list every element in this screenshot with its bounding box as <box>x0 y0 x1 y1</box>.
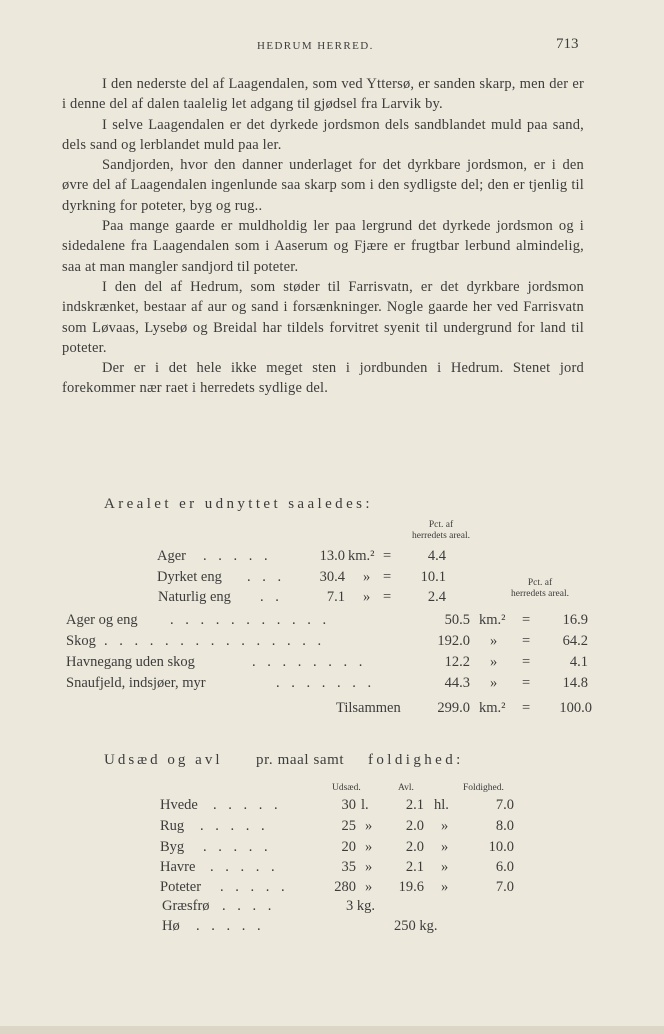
row-udsaed: 35 <box>341 859 356 875</box>
row-avl: 19.6 <box>398 879 424 895</box>
row-label: Hvede <box>160 797 198 813</box>
row-label: Rug <box>160 818 185 834</box>
areal-col-header-2 <box>500 578 580 600</box>
page-edge <box>0 1026 664 1034</box>
row-unit: km.² <box>479 612 506 628</box>
row-dots: . . <box>260 589 283 605</box>
row-pct: 2.4 <box>427 589 446 605</box>
row-pct: 16.9 <box>562 612 588 628</box>
row-value: 13.0 <box>319 548 345 564</box>
row-value: 12.2 <box>444 654 470 670</box>
total-value: 299.0 <box>437 700 470 716</box>
row-fold: 10.0 <box>488 839 514 855</box>
row-label: Snaufjeld, indsjøer, myr <box>66 675 206 691</box>
row-dots: . . . . . . . . . . . <box>170 612 331 628</box>
row-fold: 7.0 <box>495 797 514 813</box>
total-unit: km.² <box>479 700 506 716</box>
row-unit: km.² <box>348 548 375 564</box>
areal-col-header <box>408 520 474 542</box>
row-eq: = <box>522 675 531 691</box>
row-avl-unit: » <box>441 879 449 895</box>
row-avl: 2.1 <box>405 859 424 875</box>
row-avl-unit: hl. <box>434 797 449 813</box>
header-foldighed: Foldighed. <box>463 783 504 793</box>
row-fold: 8.0 <box>495 818 514 834</box>
row-dots: . . . <box>247 569 286 585</box>
row-value: 50.5 <box>444 612 470 628</box>
row-dots: . . . . . . . <box>276 675 376 691</box>
col-header-line: Pct. af <box>428 520 454 530</box>
row-label: Ager og eng <box>66 612 138 628</box>
row-fold: 6.0 <box>495 859 514 875</box>
running-header: HEDRUM HERRED. <box>257 40 374 52</box>
row-eq: = <box>383 569 392 585</box>
total-pct: 100.0 <box>559 700 592 716</box>
row-label: Byg <box>160 839 185 855</box>
row-avl-unit: » <box>441 859 449 875</box>
row-value: 7.1 <box>326 589 345 605</box>
row-pct: 14.8 <box>562 675 588 691</box>
row-udsaed: 280 <box>334 879 356 895</box>
udsaed-title-c: foldighed: <box>368 752 464 768</box>
row-pct: 4.4 <box>427 548 446 564</box>
page-number: 713 <box>556 36 579 52</box>
row-unit: » <box>363 589 371 605</box>
row-eq: = <box>383 548 392 564</box>
row-pct: 4.1 <box>569 654 588 670</box>
row-label: Skog <box>66 633 96 649</box>
row-label: Dyrket eng <box>157 569 222 585</box>
udsaed-title-b: pr. maal samt <box>256 752 345 768</box>
row-label: Havre <box>160 859 196 875</box>
row-avl: 2.0 <box>405 839 424 855</box>
paragraph: I den del af Hedrum, som støder til Farrisvatn, er det dyrkbare jordsmon indskrænket, bestaar af aur og sand i forsænkninger. Nogle gaarde her ved Farrisvatn som Løvaas, Lysebø og Breidal har tildels forvitret syenit til undergrund for land til poteter. <box>62 278 584 356</box>
udsaed-title-a: Udsæd og avl <box>104 752 223 768</box>
row-value: 30.4 <box>319 569 345 585</box>
header-udsaed: Udsæd. <box>332 783 361 793</box>
row-dots: . . . . . <box>200 818 269 834</box>
row-eq: = <box>522 654 531 670</box>
paragraph: I selve Laagendalen er det dyrkede jordsmon dels sandblandet muld paa sand, dels sand og lerblandet muld paa ler. <box>62 116 584 153</box>
total-eq: = <box>522 700 531 716</box>
row-label: Ager <box>157 548 186 564</box>
row-udsaed: 20 <box>341 839 356 855</box>
row-dots: . . . . . <box>203 548 272 564</box>
row-label: Naturlig eng <box>158 589 231 605</box>
total-label: Tilsammen <box>336 700 401 716</box>
row-label: Havnegang uden skog <box>66 654 195 670</box>
col-header-line: Pct. af <box>527 578 553 588</box>
row-pct: 10.1 <box>420 569 446 585</box>
row-udsaed-unit: » <box>365 859 373 875</box>
row-dots: . . . . . . . . . . . . . . . <box>104 633 326 649</box>
col-header-line: herredets areal. <box>411 531 471 541</box>
row-udsaed: 30 <box>341 797 356 813</box>
row-eq: = <box>522 633 531 649</box>
row-unit: » <box>363 569 371 585</box>
row-value: 192.0 <box>437 633 470 649</box>
row-label: Græsfrø <box>162 898 210 914</box>
row-fold: 7.0 <box>495 879 514 895</box>
paragraph: Sandjorden, hvor den danner underlaget for det dyrkbare jordsmon, er i den øvre del af Laagendalen ingenlunde saa skarp som i den sydligste del; den er tjenlig til dyrkning for poteter, byg og rug.. <box>62 157 584 214</box>
row-value: 44.3 <box>444 675 470 691</box>
row-avl: 250 kg. <box>394 918 438 934</box>
header-avl: Avl. <box>398 783 414 793</box>
row-udsaed-unit: » <box>365 818 373 834</box>
row-eq: = <box>383 589 392 605</box>
row-unit: » <box>490 633 498 649</box>
row-avl-unit: » <box>441 839 449 855</box>
row-udsaed: 25 <box>341 818 356 834</box>
row-label: Poteter <box>160 879 202 895</box>
col-header-line: herredets areal. <box>510 589 570 599</box>
row-dots: . . . . . <box>203 839 272 855</box>
row-dots: . . . . . <box>196 918 265 934</box>
areal-title: Arealet er udnyttet saaledes: <box>104 496 373 512</box>
row-avl-unit: » <box>441 818 449 834</box>
body-text <box>62 74 584 399</box>
row-udsaed: 3 kg. <box>346 898 375 914</box>
row-udsaed-unit: » <box>365 839 373 855</box>
row-dots: . . . . . . . . <box>252 654 367 670</box>
row-dots: . . . . <box>222 898 276 914</box>
row-udsaed-unit: l. <box>361 797 369 813</box>
row-eq: = <box>522 612 531 628</box>
row-label: Hø <box>162 918 180 934</box>
row-unit: » <box>490 654 498 670</box>
row-dots: . . . . . <box>210 859 279 875</box>
paragraph: Der er i det hele ikke meget sten i jordbunden i Hedrum. Stenet jord forekommer nær raet i herredets sydlige del. <box>62 360 584 397</box>
row-udsaed-unit: » <box>365 879 373 895</box>
paragraph: Paa mange gaarde er muldholdig ler paa lergrund det dyrkede jordsmon og i sidedalene fra Laagendalen som i Aaserum og Fjære er frugtbar lerbund almindelig, saa at man mangler sandjord til poteter. <box>62 218 584 275</box>
row-avl: 2.1 <box>405 797 424 813</box>
row-pct: 64.2 <box>562 633 588 649</box>
row-dots: . . . . . <box>213 797 282 813</box>
row-avl: 2.0 <box>405 818 424 834</box>
paragraph: I den nederste del af Laagendalen, som ved Yttersø, er sanden skarp, men der er i denne del af dalen taalelig let adgang til gjødsel fra Larvik by. <box>62 76 584 113</box>
row-unit: » <box>490 675 498 691</box>
row-dots: . . . . . <box>220 879 289 895</box>
